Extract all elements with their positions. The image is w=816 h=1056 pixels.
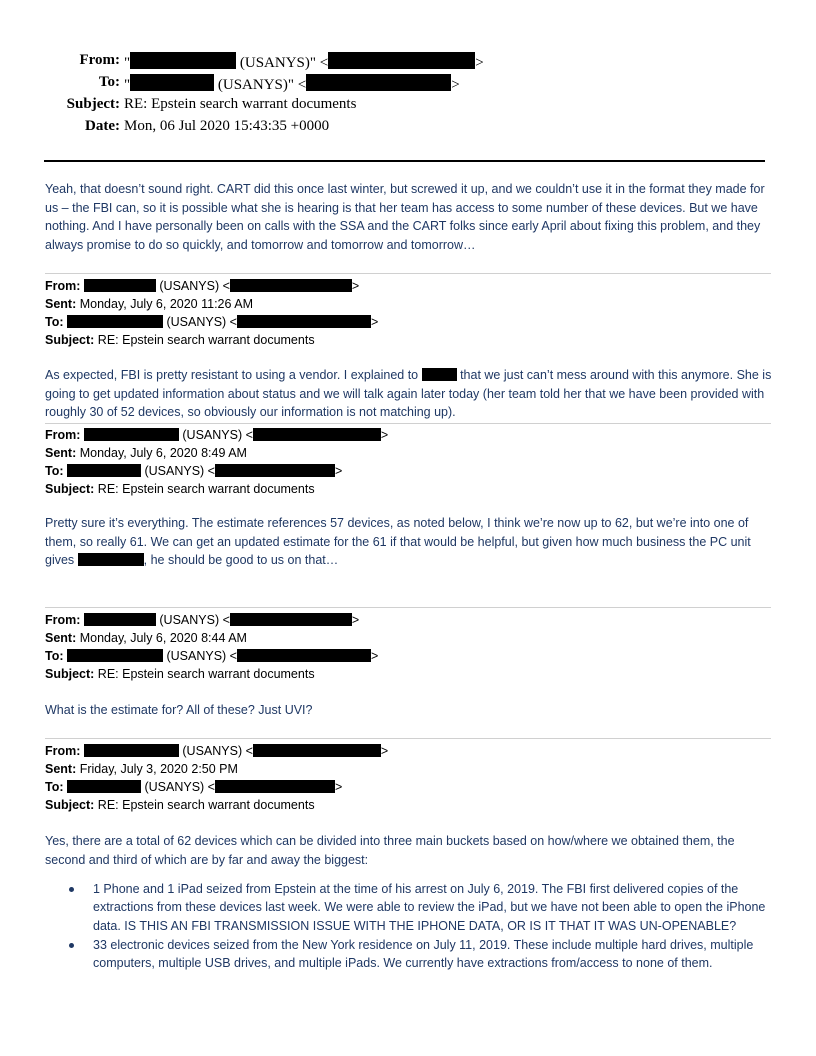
list-item-text: 1 Phone and 1 iPad seized from Epstein at the time of his arrest on July 6, 2019. The FBI first delivered copies of the extractions from these devices last week. We were able to review the iPad, but we have not been able to open the iPhone data. IS THIS AN FBI TRANSMISSION ISSUE WITH THE IPHONE DATA, OR IS IT THAT IT WAS UN-OPENABLE? [93, 882, 766, 933]
redaction-box [306, 74, 451, 91]
body-text: , he should be good to us on that… [143, 553, 339, 567]
header-date-row [0, 118, 816, 140]
redaction-box [84, 613, 156, 626]
angle-close: > [380, 744, 389, 758]
redaction-box [237, 315, 371, 328]
email-header-3 [45, 426, 388, 498]
divider [45, 423, 771, 424]
header-to-org: (USANYS)" < [217, 77, 307, 93]
header-from-row [0, 52, 816, 74]
subject-value: RE: Epstein search warrant documents [97, 333, 315, 347]
redaction-box [67, 649, 163, 662]
angle-close: > [371, 649, 379, 663]
angle-close: > [335, 464, 343, 478]
angle-close: > [351, 613, 360, 627]
list-item [45, 936, 775, 973]
redaction-box [230, 279, 352, 292]
subject-value: RE: Epstein search warrant documents [97, 667, 315, 681]
sent-value: Monday, July 6, 2020 8:44 AM [79, 631, 247, 645]
to-label: To: [45, 464, 64, 478]
sender-org: (USANYS) < [159, 279, 230, 293]
sent-label: Sent: [45, 762, 77, 776]
redaction-box [84, 428, 179, 441]
message-body: Yeah, that doesn’t sound right. CART did this once last winter, but screwed it up, and we couldn’t use it in the format they made for us – the FBI can, so it is possible what she is hearing is that her team has access to some number of these devices. But we have nothing. And I have personally been on calls with the SSA and the CART folks since early April about fixing this problem, and they always promise to do so quickly, and tomorrow and tomorrow and tomorrow… [45, 182, 765, 252]
to-label: To: [45, 649, 64, 663]
sent-value: Friday, July 3, 2020 2:50 PM [79, 762, 238, 776]
header-to-end: > [451, 77, 460, 93]
sent-label: Sent: [45, 297, 77, 311]
subject-label: Subject: [45, 667, 95, 681]
redaction-box [67, 315, 163, 328]
sent-value: Monday, July 6, 2020 11:26 AM [79, 297, 253, 311]
from-label: From: [45, 744, 81, 758]
redaction-box [67, 464, 141, 477]
redaction-box [84, 744, 179, 757]
sender-org: (USANYS) < [159, 613, 230, 627]
bullet-icon [69, 887, 74, 892]
subject-label: Subject: [45, 482, 95, 496]
body-text: Pretty sure it’s everything. The estimate references 57 devices, as noted below, I think we’re now up to 62, but we’re into one of them, so really 61. We can get an updated estimate for the 61 if that would be helpful, but given how much business the PC unit gives [45, 516, 751, 567]
angle-close: > [371, 315, 379, 329]
redaction-box [253, 744, 381, 757]
recipient-org: (USANYS) < [144, 780, 215, 794]
to-label: To: [45, 315, 64, 329]
device-bucket-list [45, 880, 775, 973]
redaction-box [215, 780, 335, 793]
redaction-box [67, 780, 141, 793]
angle-close: > [380, 428, 389, 442]
body-text: that we just can’t mess around with this anymore. She is going to get updated information about status and we will talk again later today (her team told her that we have been provided with roughly 30 of 52 devices, so obviously our information is not matching up). [45, 368, 772, 419]
redaction-box [253, 428, 381, 441]
redaction-box [215, 464, 335, 477]
header-from-label: From: [79, 52, 120, 68]
redaction-box [237, 649, 371, 662]
sent-label: Sent: [45, 446, 77, 460]
from-label: From: [45, 279, 81, 293]
sent-label: Sent: [45, 631, 77, 645]
header-divider [44, 160, 765, 162]
from-label: From: [45, 428, 81, 442]
subject-value: RE: Epstein search warrant documents [97, 798, 315, 812]
header-subject-value: RE: Epstein search warrant documents [124, 96, 357, 112]
body-text: As expected, FBI is pretty resistant to using a vendor. I explained to [45, 368, 422, 382]
bullet-icon [69, 943, 74, 948]
email-header-2 [45, 277, 378, 349]
quote-mark: " [124, 77, 131, 93]
subject-value: RE: Epstein search warrant documents [97, 482, 315, 496]
divider [45, 273, 771, 274]
header-from-end: > [475, 55, 484, 71]
header-subject-label: Subject: [66, 96, 120, 112]
header-subject-row [0, 96, 816, 118]
angle-close: > [335, 780, 343, 794]
list-item-text: 33 electronic devices seized from the New York residence on July 11, 2019. These include multiple hard drives, multiple computers, multiple USB drives, and multiple iPads. We currently have extractions from/access to none of them. [93, 937, 754, 971]
recipient-org: (USANYS) < [166, 649, 237, 663]
recipient-org: (USANYS) < [144, 464, 215, 478]
message-body: What is the estimate for? All of these? Just UVI? [45, 703, 313, 717]
from-label: From: [45, 613, 81, 627]
header-date-label: Date: [85, 118, 120, 134]
redaction-box [230, 613, 352, 626]
sent-value: Monday, July 6, 2020 8:49 AM [79, 446, 247, 460]
message-body [45, 514, 773, 570]
sender-org: (USANYS) < [182, 744, 253, 758]
recipient-org: (USANYS) < [166, 315, 237, 329]
email-header-4 [45, 611, 378, 683]
document-header [0, 52, 816, 140]
to-label: To: [45, 780, 64, 794]
message-body [45, 366, 773, 422]
redaction-box [78, 553, 144, 566]
list-item [45, 880, 775, 935]
message-body: Yes, there are a total of 62 devices which can be divided into three main buckets based on how/where we obtained them, the second and third of which are by far and away the biggest: [45, 834, 735, 867]
redaction-box [130, 52, 236, 69]
redaction-box [422, 368, 457, 381]
redaction-box [328, 52, 475, 69]
header-date-value: Mon, 06 Jul 2020 15:43:35 +0000 [124, 118, 330, 134]
quote-mark: " [124, 55, 131, 71]
header-to-label: To: [98, 74, 120, 90]
angle-close: > [351, 279, 360, 293]
divider [45, 607, 771, 608]
sender-org: (USANYS) < [182, 428, 253, 442]
email-header-5 [45, 742, 388, 814]
redaction-box [84, 279, 156, 292]
divider [45, 738, 771, 739]
subject-label: Subject: [45, 333, 95, 347]
header-from-org: (USANYS)" < [239, 55, 329, 71]
subject-label: Subject: [45, 798, 95, 812]
header-to-row [0, 74, 816, 96]
redaction-box [130, 74, 214, 91]
